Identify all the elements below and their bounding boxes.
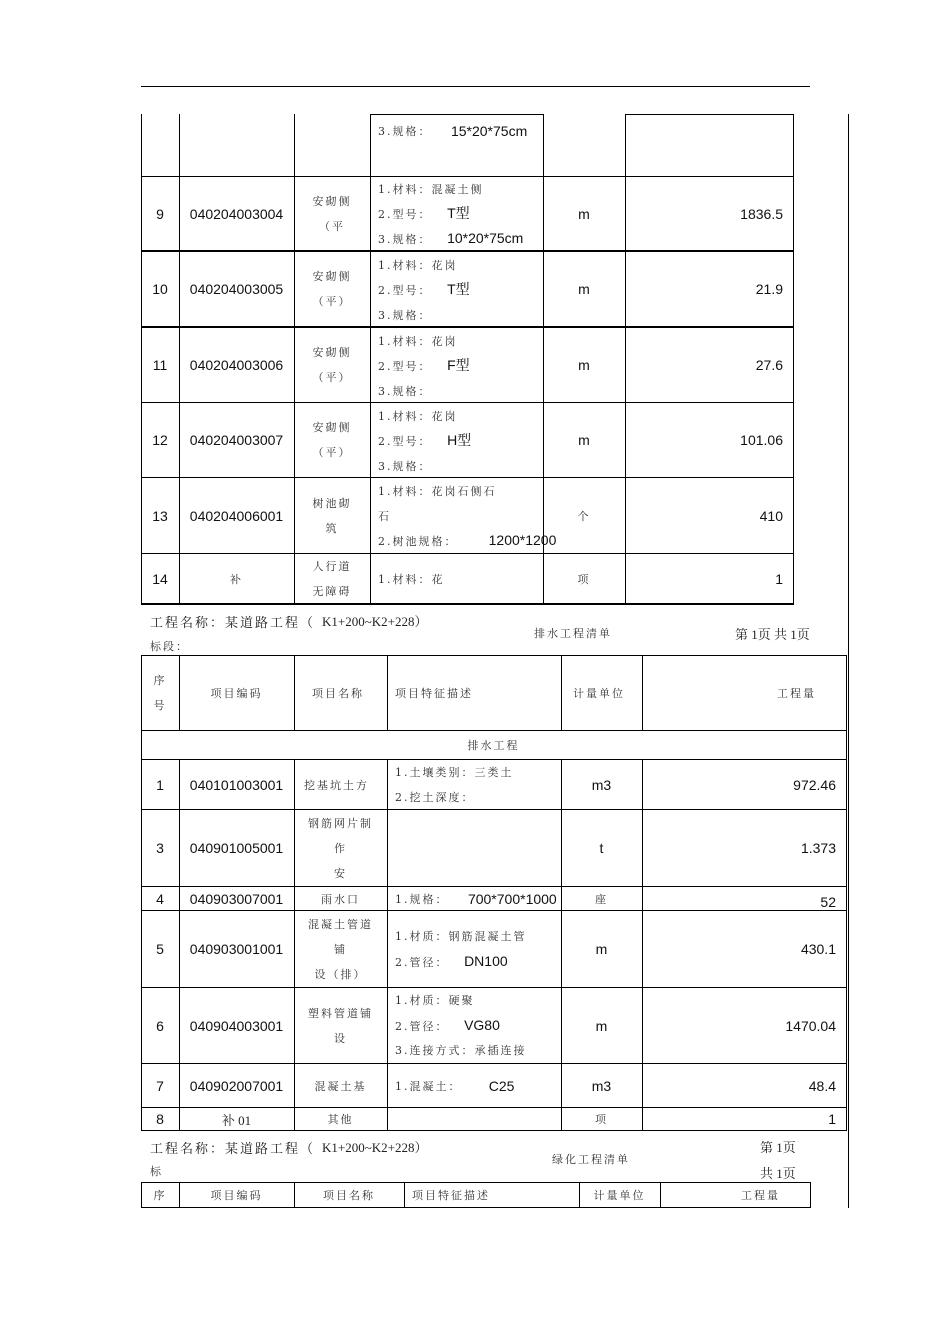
page-top-rule [141, 86, 810, 87]
page-indicator: 第 1页 共 1页 [735, 627, 810, 642]
project-name: 工程名称：某道路工程（ [150, 1141, 316, 1156]
section-label: 标段： [150, 640, 189, 653]
carry-row-spec: 3.规格： 15*20*75cm [378, 122, 528, 139]
project-range: K1+200~K2+228） [322, 614, 428, 629]
page-indicator: 第 1页 [760, 1140, 796, 1155]
section-label: 标 [150, 1165, 163, 1178]
project-name: 工程名称：某道路工程（ [150, 615, 316, 630]
project-range: K1+200~K2+228） [322, 1140, 428, 1155]
sheet-title: 绿化工程清单 [552, 1153, 630, 1166]
page-right-edge [848, 114, 849, 1208]
sheet-title: 排水工程清单 [534, 627, 612, 640]
group-row: 排水工程 [467, 739, 520, 752]
page-total: 共 1页 [760, 1166, 796, 1181]
